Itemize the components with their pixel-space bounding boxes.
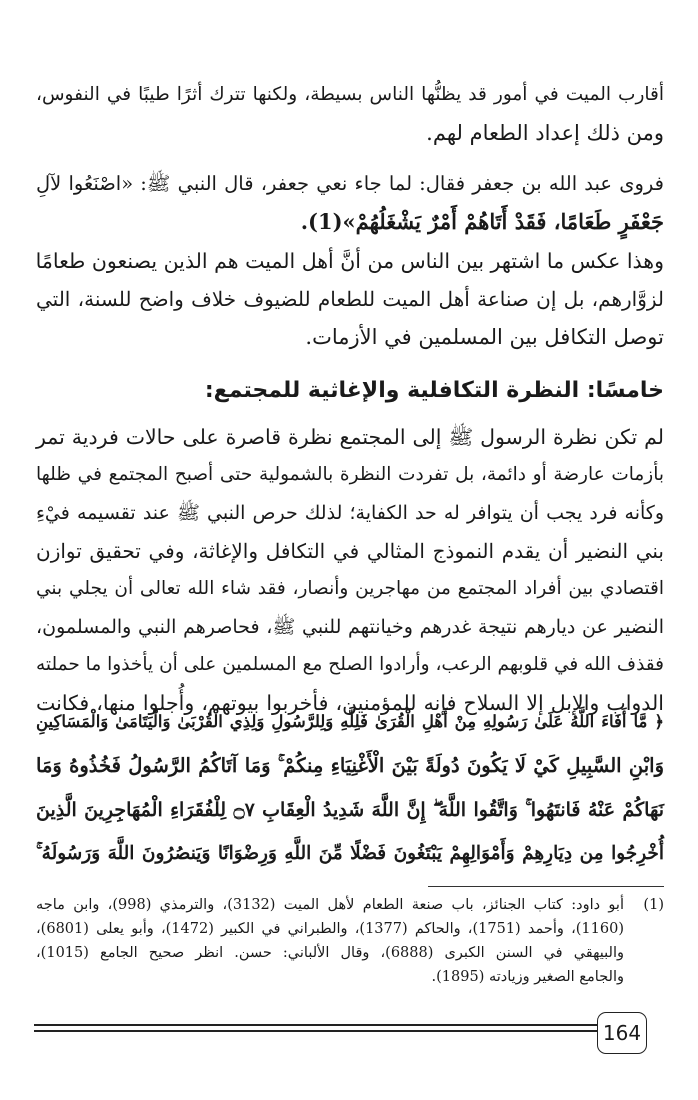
quran-line: ﴿ مَّا أَفَاءَ اللَّهُ عَلَىٰ رَسُولِهِ مِنْ أَهْلِ الْقُرَىٰ فَلِلَّهِ وَلِلرَّسُولِ وَلِذِي الْقُرْبَىٰ وَالْيَتَامَىٰ وَالْمَسَاكِينِ	[36, 712, 664, 731]
text-line: وهذا عكس ما اشتهر بين الناس من أنَّ أهل الميت هم الذين يصنعون طعامًا	[35, 249, 664, 273]
text-line: توصل التكافل بين المسلمين في الأزمات.	[305, 325, 664, 349]
page-number-box	[597, 1012, 647, 1054]
quran-line: أُخْرِجُوا مِن دِيَارِهِمْ وَأَمْوَالِهِمْ يَبْتَغُونَ فَضْلًا مِّنَ اللَّهِ وَرِضْوَانًا وَيَنصُرُونَ اللَّهَ وَرَسُولَهُ ۚ	[36, 843, 664, 864]
footnote-block	[36, 893, 664, 989]
text-line: الدواب والإبل إلا السلاح فإنه للمؤمنين، فأخربوا بيوتهم، وأُجلوا منها، فكانت	[36, 691, 664, 715]
bottom-rule-bottom	[34, 1030, 600, 1032]
text-line: ومن ذلك إعداد الطعام لهم.	[426, 121, 664, 145]
text-line: اقتصادي بين أفراد المجتمع من مهاجرين وأنصار، فقد شاء الله تعالى أن يجلي بني	[36, 578, 664, 599]
text-line: بني النضير أن يقدم النموذج المثالي في التكافل والإغاثة، وفي تحقيق توازن	[36, 539, 664, 563]
footnote-divider	[428, 886, 664, 887]
text-line: فروى عبد الله بن جعفر فقال: لما جاء نعي جعفر، قال النبي ﷺ: «اصْنَعُوا لآلِ	[36, 172, 664, 195]
footnote-line: (1160)، وأحمد (1751)، والحاكم (1377)، والطبراني في الكبير (1472)، وأبو يعلى (6801)،	[36, 921, 624, 937]
text-line: النضير عن ديارهم نتيجة غدرهم وخيانتهم للنبي ﷺ، فحاصرهم النبي والمسلمون،	[36, 616, 664, 638]
paragraph-mourning-food	[36, 76, 664, 152]
footnote-text	[36, 893, 624, 989]
paragraph-section-body	[36, 418, 664, 722]
hadith-text-line: جَعْفَرٍ طَعَامًا، فَقَدْ أَتَاهُمْ أَمْرٌ يَشْغَلُهُمْ»(1).	[300, 209, 664, 234]
quran-verse-block	[36, 700, 664, 876]
text-line: لزوَّارهم، بل إن صناعة أهل الميت للطعام للضيوف خلاف واضح للسنة، التي	[36, 287, 664, 311]
bottom-rule-top	[34, 1024, 600, 1026]
section-heading: خامسًا: النظرة التكافلية والإغاثية للمجتمع:	[204, 378, 664, 403]
footnote-line: أبو داود: كتاب الجنائز، باب صنعة الطعام لأهل الميت (3132)، والترمذي (998)، وابن ماجه	[36, 897, 624, 913]
quran-line: نَهَاكُمْ عَنْهُ فَانتَهُوا ۚ وَاتَّقُوا اللَّهَ ۖ إِنَّ اللَّهَ شَدِيدُ الْعِقَابِ ۝٧ لِلْفُقَرَاءِ الْمُهَاجِرِينَ الَّذِينَ	[36, 799, 664, 821]
text-line: أقارب الميت في أمور قد يظنُّها الناس بسيطة، ولكنها تترك أثرًا طيبًا في النفوس،	[36, 84, 664, 105]
footnote-number: (1)	[643, 897, 664, 913]
text-line: وكأنه فرد يجب أن يتوافر له حد الكفاية؛ لذلك حرص النبي ﷺ عند تقسيمه فيْءِ	[36, 502, 664, 524]
text-line: لم تكن نظرة الرسول ﷺ إلى المجتمع نظرة قاصرة على حالات فردية تمر	[36, 425, 664, 449]
paragraph-custom	[36, 242, 664, 356]
paragraph-hadith	[36, 165, 664, 241]
quran-line: وَابْنِ السَّبِيلِ كَيْ لَا يَكُونَ دُولَةً بَيْنَ الْأَغْنِيَاءِ مِنكُمْ ۚ وَمَا آتَاكُمُ الرَّسُولُ فَخُذُوهُ وَمَا	[36, 754, 664, 777]
text-line: فقذف الله في قلوبهم الرعب، وأرادوا الصلح مع المسلمين على أن يأخذوا ما حملته	[36, 654, 664, 675]
text-line: بأزمات عارضة أو دائمة، بل تفردت النظرة بالشمولية حتى أصبح المجتمع في ظلها	[36, 464, 664, 485]
page-number: 164	[602, 1021, 642, 1045]
footnote-line: والبيهقي في السنن الكبرى (6888)، وقال الألباني: حسن. انظر صحيح الجامع (1015)،	[36, 945, 624, 961]
footnote-line: والجامع الصغير وزيادته (1895).	[431, 969, 624, 985]
